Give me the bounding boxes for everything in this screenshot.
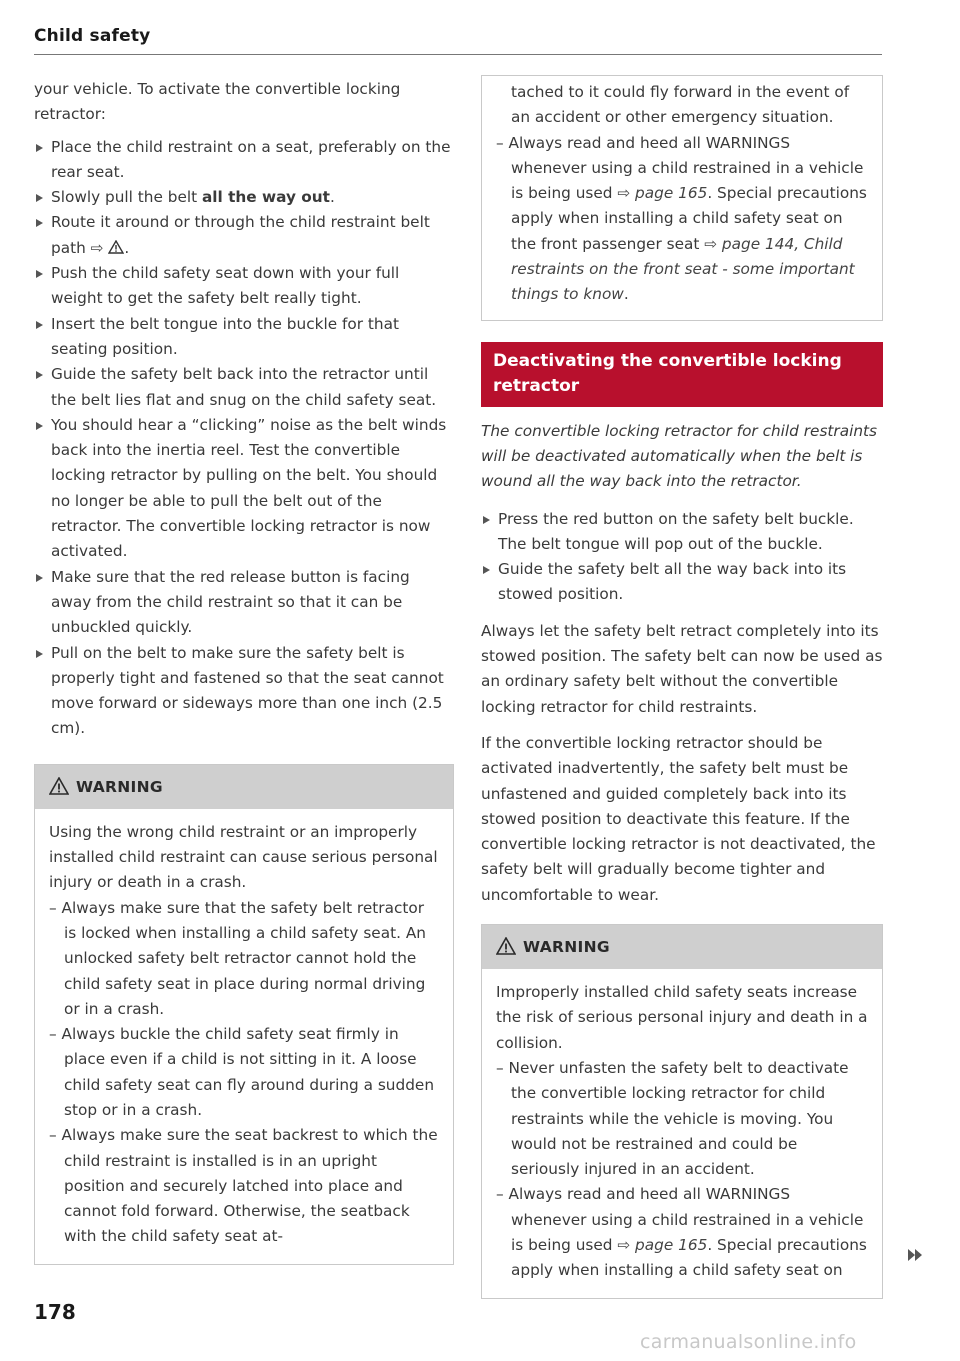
activation-steps — [34, 135, 454, 742]
watermark: carmanualsonline.info — [640, 1331, 857, 1353]
continue-arrow-icon — [907, 1248, 923, 1262]
header-divider — [34, 54, 882, 55]
step-item: Pull on the belt to make sure the safety belt is properly tight and fastened so that the seat cannot move forward or sideways more than one inch (2.5 cm). — [34, 641, 454, 742]
warning-item: – Always make sure the seat backrest to which the child restraint is installed is in an upright position and securely latched into place and cannot fold forward. Otherwise, the seatback with the child safety seat at- — [49, 1126, 438, 1246]
page-link[interactable]: ⇨ page 144, Child restraints on the front seat - some important things to know — [511, 234, 855, 304]
section-header: Child safety — [34, 26, 151, 46]
left-column — [34, 77, 454, 1265]
step-item: Press the red button on the safety belt buckle. The belt tongue will pop out of the buckle. — [481, 507, 883, 558]
right-column — [481, 77, 883, 1299]
warning-body — [482, 969, 882, 1298]
warning-triangle-icon — [496, 937, 516, 955]
page-number: 178 — [34, 1300, 76, 1324]
step-item: You should hear a “clicking” noise as the belt winds back into the inertia reel. Test the convertible locking retractor by pulling on the belt. You should no longer be able to pull the belt out of the retractor. The convertible locking retractor is now activated. — [34, 413, 454, 565]
warning-intro: Improperly installed child safety seats increase the risk of serious personal injury and death in a collision. — [496, 983, 868, 1052]
warning-item: – Always make sure that the safety belt retractor is locked when installing a child safety seat. An unlocked safety belt retractor cannot hold the child safety seat in place during normal driving or in a crash. — [49, 898, 426, 1018]
warning-box — [481, 924, 883, 1299]
warning-item: – Never unfasten the safety belt to deactivate the convertible locking retractor for child restraints while the vehicle is moving. You would not be restrained and could be seriously injured in an accident. — [496, 1058, 849, 1179]
intro-text: your vehicle. To activate the convertible locking retractor: — [34, 80, 401, 124]
warning-cont-text: tached to it could fly forward in the event of an accident or other emergency situation. — [511, 83, 850, 127]
section-title: Deactivating the convertible locking retractor — [481, 342, 883, 407]
step-item: Route it around or through the child restraint belt path ⇨ . — [34, 210, 454, 261]
page-link[interactable]: ⇨ page 165 — [617, 1235, 708, 1254]
section-intro: The convertible locking retractor for child restraints will be deactivated automatically when the belt is wound all the way back into the retractor. — [481, 421, 878, 491]
warning-continuation — [481, 75, 883, 321]
step-item: Make sure that the red release button is facing away from the child restraint so that it can be unbuckled quickly. — [34, 565, 454, 641]
step-item: Push the child safety seat down with your full weight to get the safety belt really tight. — [34, 261, 454, 312]
cross-reference-link[interactable]: ⇨ — [90, 238, 104, 257]
body-paragraph: If the convertible locking retractor should be activated inadvertently, the safety belt must be unfastened and guided completely back into its stowed position to deactivate this feature. If the convertible locking retractor is not deactivated, the safety belt will gradually become tighter and uncomfortable to wear. — [481, 733, 876, 904]
warning-header: WARNING — [35, 765, 453, 809]
warning-header: WARNING — [482, 925, 882, 969]
step-item: Slowly pull the belt all the way out. — [34, 185, 454, 210]
step-item: Insert the belt tongue into the buckle for that seating position. — [34, 312, 454, 363]
step-item: Guide the safety belt all the way back into its stowed position. — [481, 557, 883, 608]
step-item: Place the child restraint on a seat, preferably on the rear seat. — [34, 135, 454, 186]
body-paragraph: Always let the safety belt retract completely into its stowed position. The safety belt can now be used as an ordinary safety belt without the convertible locking retractor for child restraints. — [481, 621, 883, 716]
warning-triangle-icon — [108, 240, 124, 254]
warning-box — [34, 764, 454, 1265]
warning-item: – Always buckle the child safety seat firmly in place even if a child is not sitting in it. A loose child safety seat can fly around during a sudden stop or in a crash. — [49, 1025, 435, 1119]
warning-triangle-icon — [49, 777, 69, 795]
page-link[interactable]: ⇨ page 165 — [617, 184, 708, 203]
warning-body — [35, 809, 453, 1264]
deactivation-steps — [481, 507, 883, 608]
step-item: Guide the safety belt back into the retractor until the belt lies flat and snug on the child safety seat. — [34, 362, 454, 413]
warning-intro: Using the wrong child restraint or an improperly installed child restraint can cause serious personal injury or death in a crash. — [49, 822, 438, 892]
warning-item: – Always read and heed all WARNINGS whenever using a child restrained in a vehicle is being used ⇨ page 165. Special precautions apply when installing a child safety seat on the front passenger seat ⇨ page 144, Child restraints on the front seat - some important things to know. — [496, 133, 867, 304]
warning-item: – Always read and heed all WARNINGS whenever using a child restrained in a vehicle is being used ⇨ page 165. Special precautions apply when installing a child safety seat on — [496, 1185, 867, 1280]
